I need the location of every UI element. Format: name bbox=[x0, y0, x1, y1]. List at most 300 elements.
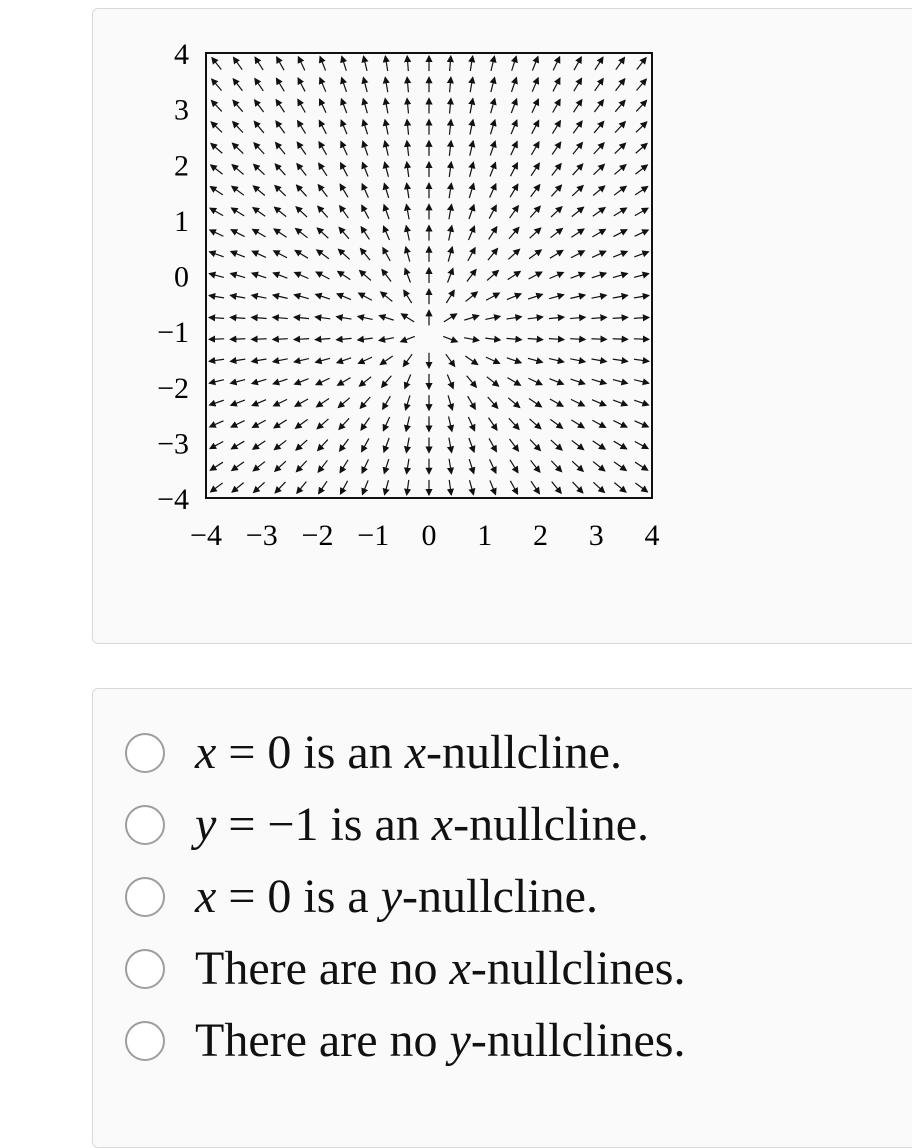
field-arrow bbox=[595, 57, 603, 70]
field-arrow bbox=[613, 359, 628, 361]
field-arrow bbox=[594, 143, 604, 154]
field-arrow bbox=[464, 338, 479, 341]
field-arrow bbox=[570, 339, 585, 340]
field-arrow bbox=[341, 99, 346, 113]
field-arrow bbox=[510, 163, 517, 176]
field-arrow bbox=[616, 79, 625, 91]
field-arrow bbox=[384, 205, 389, 219]
field-arrow bbox=[358, 357, 372, 363]
field-arrow bbox=[449, 417, 452, 432]
x-tick-label: −2 bbox=[301, 519, 334, 552]
field-arrow bbox=[210, 462, 223, 470]
direction-field-plot bbox=[93, 9, 693, 569]
field-arrow bbox=[614, 441, 627, 449]
field-arrow bbox=[470, 77, 473, 92]
field-arrow bbox=[337, 317, 352, 319]
field-arrow bbox=[273, 295, 288, 298]
field-arrow bbox=[467, 376, 477, 387]
field-arrow bbox=[380, 356, 392, 364]
field-arrow bbox=[360, 271, 371, 281]
option-text-part: -nullcline. bbox=[453, 798, 650, 851]
field-arrow bbox=[511, 99, 516, 113]
field-arrow bbox=[406, 395, 410, 409]
option-text-part: There are no bbox=[195, 1014, 450, 1067]
field-arrow bbox=[340, 481, 347, 494]
radio-button[interactable] bbox=[125, 1021, 165, 1061]
field-arrow bbox=[572, 186, 583, 196]
field-arrow bbox=[447, 375, 453, 389]
x-tick-label: 2 bbox=[533, 519, 548, 552]
field-arrow bbox=[509, 418, 519, 429]
field-arrow bbox=[319, 121, 326, 134]
field-arrow bbox=[635, 208, 648, 215]
field-arrow bbox=[490, 459, 496, 473]
field-arrow bbox=[594, 121, 604, 133]
field-arrow bbox=[209, 380, 224, 383]
math-variable: x bbox=[195, 870, 217, 923]
field-arrow bbox=[636, 122, 647, 132]
field-arrow bbox=[210, 208, 223, 215]
field-arrow bbox=[528, 358, 542, 362]
field-arrow bbox=[212, 58, 221, 70]
field-arrow bbox=[571, 379, 585, 384]
field-arrow bbox=[401, 336, 415, 341]
field-arrow bbox=[209, 339, 224, 340]
field-arrow bbox=[404, 290, 412, 303]
field-arrow bbox=[571, 420, 584, 428]
field-arrow bbox=[507, 358, 521, 363]
field-arrow bbox=[491, 56, 494, 71]
field-arrow bbox=[210, 187, 223, 195]
y-tick-label: 3 bbox=[174, 93, 189, 127]
field-arrow bbox=[252, 379, 266, 383]
field-arrow bbox=[363, 141, 368, 155]
field-arrow bbox=[210, 400, 224, 405]
field-arrow bbox=[634, 295, 649, 297]
field-arrow bbox=[532, 78, 538, 92]
field-arrow bbox=[252, 400, 266, 406]
field-arrow bbox=[316, 378, 330, 384]
field-arrow bbox=[574, 78, 582, 91]
field-arrow bbox=[509, 439, 518, 451]
y-tick-label: 1 bbox=[174, 204, 189, 238]
field-arrow bbox=[275, 482, 285, 493]
field-arrow bbox=[574, 57, 581, 70]
math-variable: y bbox=[449, 1014, 471, 1067]
field-arrow bbox=[489, 438, 496, 451]
field-arrow bbox=[468, 248, 475, 261]
field-arrow bbox=[593, 164, 604, 174]
field-arrow bbox=[210, 252, 224, 257]
field-arrow bbox=[379, 316, 393, 320]
field-arrow bbox=[273, 359, 288, 362]
field-arrow bbox=[573, 121, 582, 133]
field-arrow bbox=[591, 339, 606, 340]
field-arrow bbox=[209, 359, 224, 361]
field-arrow bbox=[297, 142, 306, 154]
field-arrow bbox=[233, 122, 243, 133]
figure-card bbox=[92, 8, 912, 644]
field-arrow bbox=[531, 481, 539, 493]
field-arrow bbox=[615, 122, 625, 133]
x-tick-label: 0 bbox=[421, 519, 437, 552]
field-arrow bbox=[470, 56, 472, 71]
field-arrow bbox=[277, 57, 284, 70]
field-arrow bbox=[295, 399, 308, 406]
field-arrow bbox=[508, 378, 521, 386]
field-arrow bbox=[385, 480, 389, 494]
field-arrow bbox=[613, 400, 627, 405]
field-arrow bbox=[635, 230, 649, 236]
field-arrow bbox=[338, 378, 351, 386]
field-arrow bbox=[296, 419, 308, 428]
field-arrow bbox=[449, 183, 451, 198]
field-arrow bbox=[296, 229, 308, 238]
field-arrow bbox=[358, 338, 373, 340]
field-arrow bbox=[614, 483, 626, 493]
field-arrow bbox=[252, 273, 266, 278]
field-arrow bbox=[232, 462, 244, 471]
field-arrow bbox=[295, 379, 309, 385]
field-arrow bbox=[232, 483, 244, 493]
field-arrow bbox=[296, 207, 307, 217]
field-arrow bbox=[485, 338, 500, 340]
field-arrow bbox=[231, 208, 244, 216]
radio-button[interactable] bbox=[125, 733, 165, 773]
field-arrow bbox=[531, 142, 539, 155]
field-arrow bbox=[210, 421, 224, 427]
field-arrow bbox=[316, 272, 329, 279]
field-arrow bbox=[448, 247, 452, 261]
field-arrow bbox=[341, 142, 347, 156]
field-arrow bbox=[361, 227, 369, 240]
field-arrow bbox=[614, 186, 626, 195]
field-arrow bbox=[614, 462, 626, 471]
field-arrow bbox=[550, 229, 562, 238]
field-arrow bbox=[209, 295, 224, 297]
option-text-part: = 0 is a bbox=[216, 870, 381, 923]
field-arrow bbox=[528, 378, 542, 384]
field-arrow bbox=[549, 359, 564, 362]
field-arrow bbox=[443, 336, 457, 341]
field-arrow bbox=[337, 294, 351, 300]
field-arrow bbox=[572, 207, 584, 216]
field-arrow bbox=[592, 359, 607, 362]
field-arrow bbox=[274, 251, 287, 258]
field-arrow bbox=[549, 339, 564, 340]
field-arrow bbox=[469, 184, 473, 198]
field-arrow bbox=[634, 380, 649, 383]
field-arrow bbox=[318, 206, 328, 217]
field-arrow bbox=[465, 356, 477, 364]
field-arrow bbox=[613, 421, 626, 428]
field-arrow bbox=[614, 208, 627, 216]
field-arrow bbox=[468, 417, 474, 431]
field-arrow bbox=[337, 338, 352, 339]
field-arrow bbox=[508, 271, 521, 279]
field-arrow bbox=[487, 271, 498, 281]
field-arrow bbox=[318, 440, 328, 451]
field-arrow bbox=[510, 460, 518, 473]
field-arrow bbox=[384, 459, 388, 473]
field-arrow bbox=[512, 56, 517, 70]
field-arrow bbox=[448, 268, 453, 282]
radio-button[interactable] bbox=[125, 877, 165, 917]
field-arrow bbox=[254, 143, 264, 154]
field-arrow bbox=[449, 205, 452, 220]
field-arrow bbox=[530, 440, 540, 451]
answer-option-2[interactable] bbox=[121, 795, 881, 855]
field-arrow bbox=[338, 249, 349, 259]
field-arrow bbox=[297, 185, 307, 196]
field-arrow bbox=[338, 271, 351, 279]
field-arrow bbox=[339, 418, 349, 429]
field-arrow bbox=[406, 226, 409, 241]
option-text-part: -nullclines. bbox=[470, 1014, 686, 1067]
field-arrow bbox=[553, 57, 559, 71]
field-arrow bbox=[469, 205, 474, 219]
field-arrow bbox=[407, 99, 408, 114]
field-arrow bbox=[385, 77, 388, 92]
field-arrow bbox=[448, 395, 452, 409]
answer-option-3[interactable] bbox=[121, 867, 881, 927]
field-arrow bbox=[232, 143, 243, 153]
field-arrow bbox=[592, 400, 606, 406]
field-arrow bbox=[252, 251, 266, 257]
field-arrow bbox=[253, 462, 265, 471]
field-arrow bbox=[361, 418, 369, 430]
field-arrow bbox=[468, 226, 474, 240]
field-arrow bbox=[634, 339, 649, 340]
field-arrow bbox=[613, 295, 628, 298]
field-arrow bbox=[253, 208, 265, 217]
field-arrow bbox=[468, 396, 476, 409]
field-arrow bbox=[593, 462, 605, 471]
field-arrow bbox=[591, 317, 606, 318]
field-arrow bbox=[466, 292, 478, 301]
field-arrow bbox=[363, 78, 367, 93]
field-arrow bbox=[340, 460, 348, 473]
field-arrow bbox=[362, 459, 368, 473]
field-arrow bbox=[211, 483, 223, 492]
answer-option-5[interactable] bbox=[121, 1011, 881, 1071]
field-arrow bbox=[508, 249, 519, 259]
field-arrow bbox=[233, 100, 243, 111]
field-arrow bbox=[486, 293, 499, 300]
field-arrow bbox=[340, 184, 348, 197]
field-arrow bbox=[636, 101, 646, 112]
field-arrow bbox=[317, 398, 329, 406]
field-arrow bbox=[383, 248, 390, 261]
field-arrow bbox=[316, 358, 330, 362]
field-arrow bbox=[446, 290, 454, 303]
field-arrow bbox=[449, 141, 451, 156]
field-arrow bbox=[550, 250, 563, 258]
answer-option-4[interactable] bbox=[121, 939, 881, 999]
field-arrow bbox=[230, 339, 245, 340]
field-arrow bbox=[405, 375, 411, 389]
field-arrow bbox=[382, 270, 391, 282]
field-arrow bbox=[613, 252, 627, 258]
field-arrow bbox=[510, 184, 518, 197]
field-arrow bbox=[385, 141, 388, 156]
field-arrow bbox=[318, 185, 327, 197]
field-arrow bbox=[337, 358, 351, 363]
field-arrow bbox=[572, 461, 583, 471]
field-arrow bbox=[385, 99, 388, 114]
field-arrow bbox=[613, 339, 628, 340]
field-arrow bbox=[450, 56, 451, 71]
field-arrow bbox=[635, 165, 647, 174]
field-arrow bbox=[274, 229, 287, 237]
field-arrow bbox=[384, 438, 389, 452]
field-arrow bbox=[401, 314, 414, 322]
field-arrow bbox=[298, 78, 305, 91]
y-tick-label: −1 bbox=[157, 316, 189, 350]
field-arrow bbox=[489, 227, 497, 240]
field-arrow bbox=[613, 273, 627, 277]
field-arrow bbox=[253, 441, 265, 449]
field-arrow bbox=[467, 270, 476, 282]
field-arrow bbox=[297, 482, 306, 494]
y-tick-label: −2 bbox=[157, 371, 189, 405]
field-arrow bbox=[273, 379, 287, 384]
field-arrow bbox=[362, 438, 369, 451]
field-arrow bbox=[616, 57, 625, 69]
field-arrow bbox=[315, 317, 330, 319]
field-arrow bbox=[529, 250, 541, 259]
x-tick-label: 3 bbox=[588, 519, 604, 552]
field-arrow bbox=[361, 249, 371, 261]
field-arrow bbox=[230, 317, 245, 318]
field-arrow bbox=[490, 120, 494, 134]
field-arrow bbox=[613, 230, 626, 237]
field-arrow bbox=[613, 317, 628, 318]
field-arrow bbox=[383, 417, 389, 431]
field-arrow bbox=[406, 247, 410, 261]
field-arrow bbox=[403, 354, 412, 366]
field-arrow bbox=[231, 273, 245, 277]
field-arrow bbox=[449, 120, 451, 135]
field-arrow bbox=[317, 419, 328, 429]
field-arrow bbox=[636, 143, 647, 153]
answer-option-1[interactable] bbox=[121, 723, 881, 783]
y-tick-label: 4 bbox=[174, 38, 189, 71]
field-arrow bbox=[339, 227, 349, 238]
field-arrow bbox=[364, 56, 367, 71]
field-arrow bbox=[592, 420, 605, 427]
field-arrow bbox=[342, 78, 347, 92]
field-arrow bbox=[489, 205, 496, 218]
field-arrow bbox=[552, 142, 561, 154]
field-arrow bbox=[449, 459, 451, 474]
radio-button[interactable] bbox=[125, 949, 165, 989]
field-arrow bbox=[252, 359, 267, 362]
field-arrow bbox=[573, 164, 583, 175]
field-arrow bbox=[444, 314, 457, 322]
field-arrow bbox=[550, 272, 564, 278]
x-tick-label: 4 bbox=[644, 519, 660, 552]
field-arrow bbox=[407, 162, 409, 177]
field-arrow bbox=[231, 441, 244, 449]
field-arrow bbox=[341, 120, 347, 134]
field-arrow bbox=[358, 316, 373, 319]
field-arrow bbox=[635, 483, 647, 492]
field-arrow bbox=[252, 339, 267, 340]
x-tick-label: 1 bbox=[477, 519, 493, 552]
field-arrow bbox=[593, 186, 605, 196]
field-arrow bbox=[359, 377, 371, 386]
field-arrow bbox=[528, 339, 543, 340]
field-arrow bbox=[592, 251, 606, 257]
field-arrow bbox=[636, 79, 646, 90]
field-arrow bbox=[252, 295, 267, 298]
field-arrow bbox=[298, 57, 304, 71]
field-arrow bbox=[385, 56, 387, 71]
field-arrow bbox=[384, 226, 390, 240]
field-arrow bbox=[615, 100, 625, 111]
field-arrow bbox=[470, 99, 473, 114]
field-arrow bbox=[276, 78, 284, 91]
field-arrow bbox=[552, 121, 560, 134]
field-arrow bbox=[274, 399, 288, 406]
field-arrow bbox=[210, 441, 223, 448]
field-arrow bbox=[294, 359, 309, 362]
field-arrow bbox=[573, 143, 582, 155]
field-arrow bbox=[407, 120, 409, 135]
field-arrow bbox=[551, 461, 561, 472]
field-arrow bbox=[470, 141, 473, 156]
field-arrow bbox=[385, 162, 389, 177]
field-arrow bbox=[294, 339, 309, 340]
field-arrow bbox=[529, 398, 541, 406]
field-arrow bbox=[209, 274, 224, 278]
radio-button[interactable] bbox=[125, 805, 165, 845]
field-arrow bbox=[549, 317, 564, 319]
option-text-part: = −1 is an bbox=[216, 798, 432, 851]
field-arrow bbox=[297, 164, 306, 176]
field-arrow bbox=[634, 359, 649, 361]
field-arrow bbox=[551, 207, 562, 217]
field-arrow bbox=[359, 293, 372, 300]
field-arrow bbox=[470, 120, 473, 135]
field-arrow bbox=[635, 441, 648, 448]
field-arrow bbox=[341, 163, 348, 176]
field-arrow bbox=[253, 420, 266, 427]
field-arrow bbox=[407, 480, 409, 495]
field-arrow bbox=[491, 99, 495, 113]
y-tick-label: −4 bbox=[157, 483, 189, 516]
field-arrow bbox=[255, 100, 264, 112]
field-arrow bbox=[320, 57, 326, 71]
field-arrow bbox=[295, 250, 308, 258]
field-arrow bbox=[507, 294, 521, 300]
field-arrow bbox=[531, 185, 540, 197]
option-label bbox=[195, 795, 649, 855]
option-text-part: = 0 is an bbox=[216, 726, 405, 779]
field-arrow bbox=[231, 380, 246, 384]
field-arrow bbox=[449, 226, 452, 241]
field-arrow bbox=[407, 56, 408, 71]
math-variable: y bbox=[195, 798, 217, 851]
field-arrow bbox=[634, 317, 649, 318]
y-tick-label: −3 bbox=[157, 427, 189, 461]
field-arrow bbox=[406, 438, 409, 453]
field-arrow bbox=[570, 359, 585, 362]
y-tick-label: 2 bbox=[174, 149, 189, 183]
field-arrow bbox=[255, 57, 263, 70]
field-arrow bbox=[252, 317, 267, 318]
